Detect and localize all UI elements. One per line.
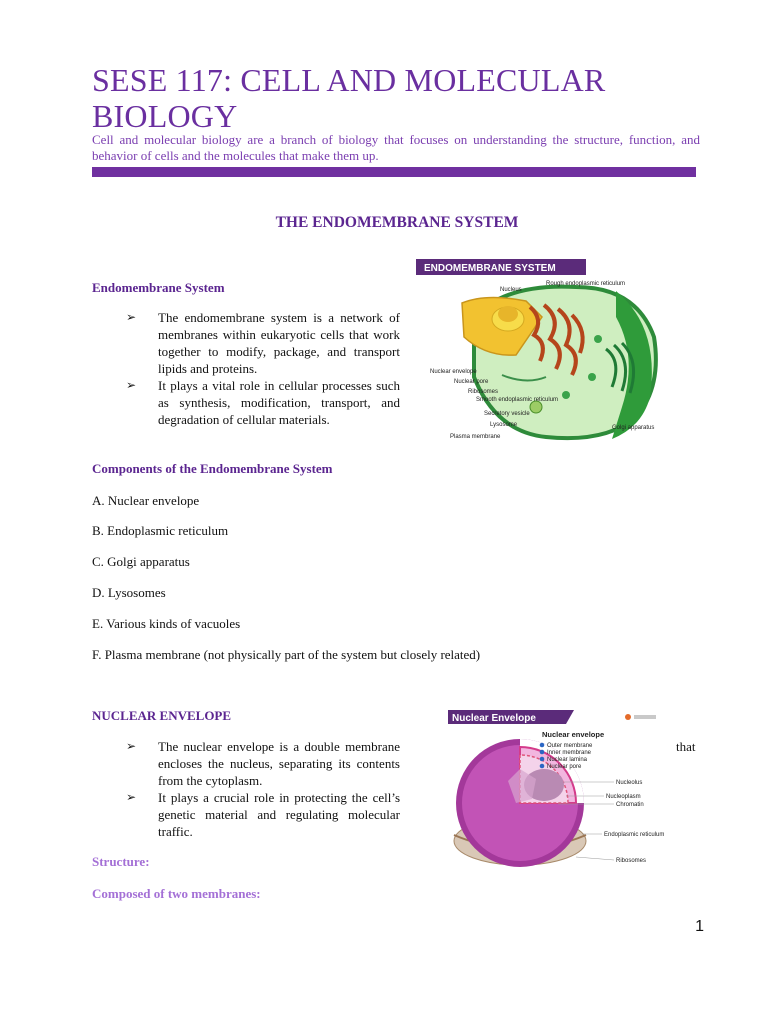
arrow-bullet-icon: ➢	[126, 739, 137, 753]
nuclear-envelope-figure	[446, 707, 664, 875]
figure-label: Secretory vesicle	[484, 411, 530, 417]
component-item: E. Various kinds of vacuoles	[92, 616, 241, 631]
figure-label: Nucleoplasm	[606, 794, 641, 800]
figure-label: Ribosomes	[468, 389, 499, 395]
bullet-item: ➢ The nuclear envelope is a double membrane encloses the nucleus, separating its contents from the cytoplasm.	[126, 739, 400, 788]
figure-label: Golgi apparatus	[612, 425, 655, 431]
figure-banner-text: ENDOMEMBRANE SYSTEM	[424, 263, 556, 274]
figure-label: Nucleus	[500, 287, 522, 293]
section-title: THE ENDOMEMBRANE SYSTEM	[275, 214, 519, 231]
bullet-overflow-word: that	[676, 739, 696, 754]
figure-subtitle: Nuclear envelope	[542, 730, 605, 739]
component-item: A. Nuclear envelope	[92, 493, 200, 508]
bullet-item: ➢ It plays a crucial role in protecting the cell’s genetic material and regulating molecular traffic.	[126, 790, 400, 839]
figure-label: Endoplasmic reticulum	[604, 832, 664, 838]
figure-label: Nuclear pore	[454, 379, 489, 385]
figure-label: Nuclear envelope	[430, 369, 477, 375]
figure-label: Rough endoplasmic reticulum	[546, 281, 626, 287]
endomembrane-heading: Endomembrane System	[92, 280, 225, 295]
figure-label: Chromatin	[616, 802, 644, 808]
figure-label: Nuclear pore	[547, 764, 582, 770]
arrow-bullet-icon: ➢	[126, 790, 137, 804]
page-number: 1	[695, 918, 704, 935]
figure-banner-text: Nuclear Envelope	[452, 713, 536, 724]
component-item: B. Endoplasmic reticulum	[92, 523, 229, 538]
logo-mark	[625, 714, 656, 720]
bullet-item: ➢ It plays a vital role in cellular processes such as synthesis, modification, transport, and degradation of cellular materials.	[126, 378, 400, 427]
figure-label: Plasma membrane	[450, 434, 501, 440]
composed-heading: Composed of two membranes:	[92, 886, 261, 901]
structure-heading: Structure:	[92, 854, 150, 869]
figure-label: Ribosomes	[616, 858, 647, 864]
endomembrane-system-figure	[416, 257, 662, 447]
figure-label: Outer membrane	[547, 743, 593, 749]
arrow-bullet-icon: ➢	[126, 378, 137, 392]
components-heading: Components of the Endomembrane System	[92, 461, 333, 476]
component-item: C. Golgi apparatus	[92, 554, 190, 569]
bullet-item: ➢ The endomembrane system is a network of membranes within eukaryotic cells that work together to modify, package, and transport lipids and proteins.	[126, 310, 400, 376]
document-title: SESE 117: CELL AND MOLECULAR BIOLOGY	[92, 62, 606, 134]
figure-label: Inner membrane	[547, 750, 592, 756]
document-subtitle: Cell and molecular biology are a branch of biology that focuses on understanding the structure, function, and behavior of cells and the molecules that make them up.	[92, 132, 700, 163]
endomembrane-bullets	[92, 309, 400, 428]
component-item: F. Plasma membrane (not physically part of the system but closely related)	[92, 647, 481, 662]
figure-label: Lysosome	[490, 422, 518, 428]
figure-label: Smooth endoplasmic reticulum	[476, 397, 559, 403]
nuclear-bullets	[92, 738, 400, 840]
figure-label: Nuclear lamina	[547, 757, 588, 763]
nuclear-envelope-heading: NUCLEAR ENVELOPE	[92, 708, 232, 723]
component-item: D. Lysosomes	[92, 585, 166, 600]
figure-label: Nucleolus	[616, 780, 643, 786]
title-divider	[92, 167, 696, 177]
arrow-bullet-icon: ➢	[126, 310, 137, 324]
